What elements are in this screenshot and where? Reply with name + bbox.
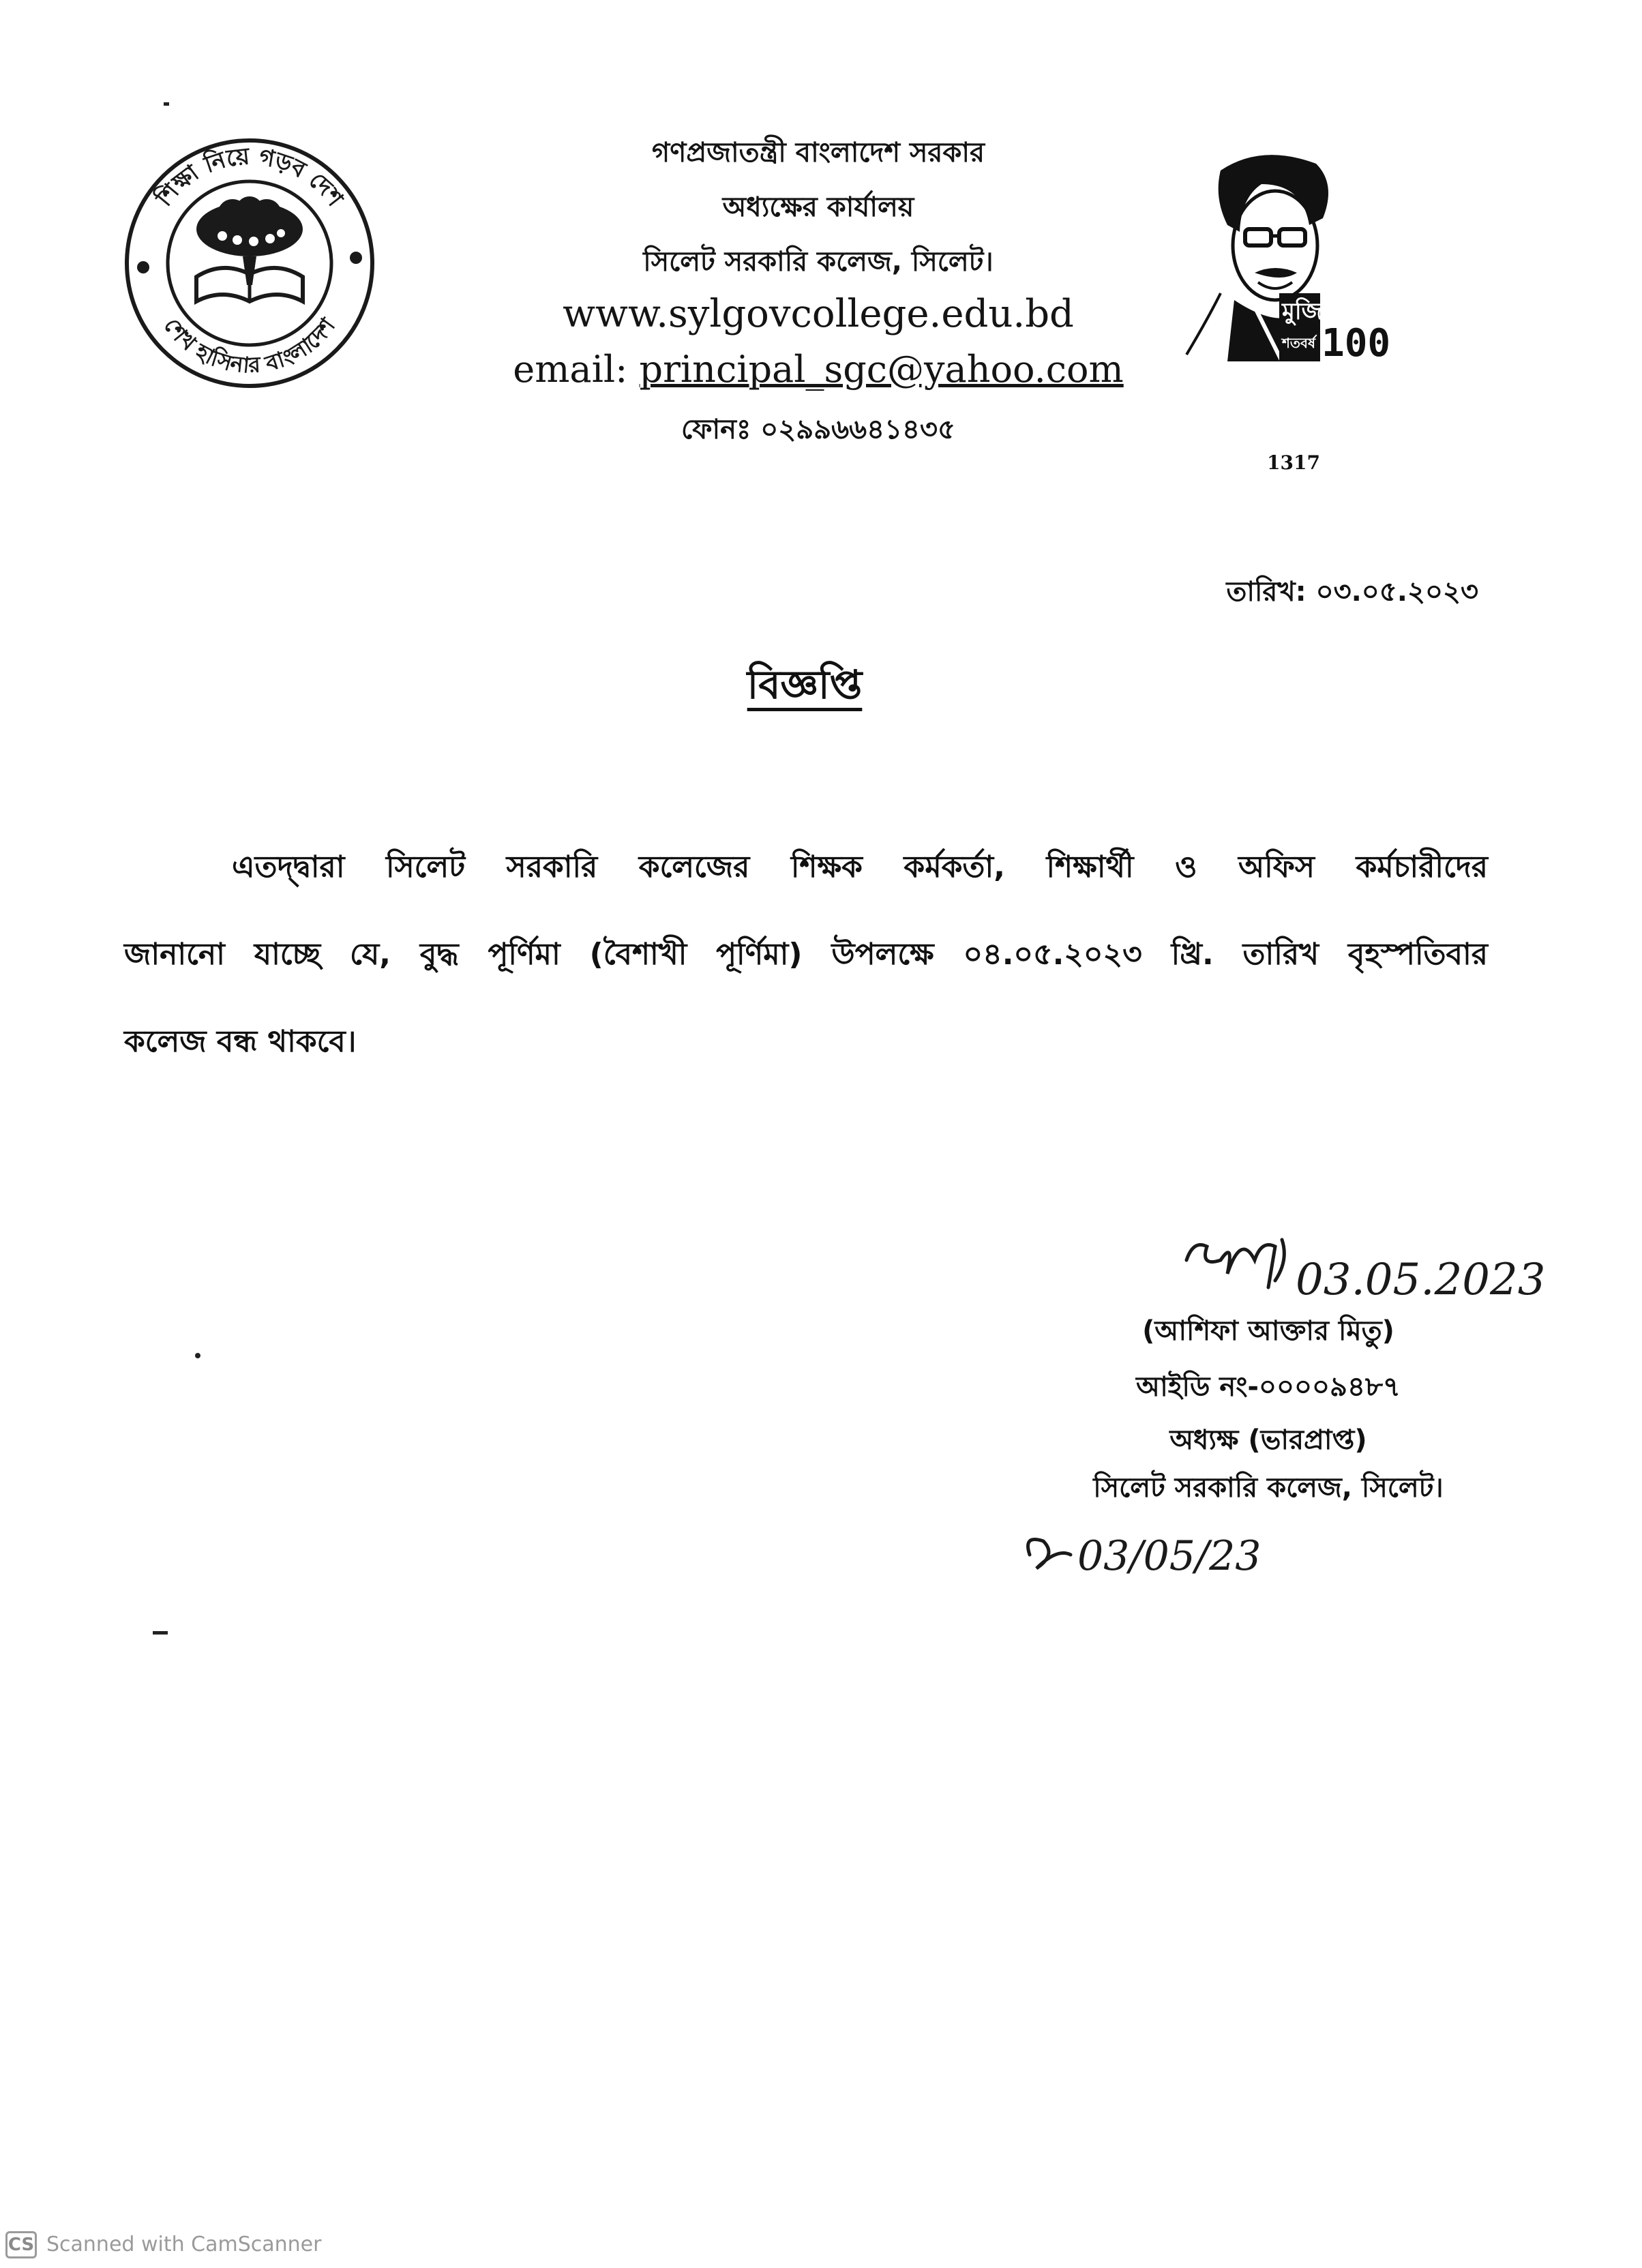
college-name: সিলেট সরকারি কলেজ, সিলেট। <box>643 246 994 278</box>
notice-title <box>0 655 1609 721</box>
email-line <box>436 348 1200 391</box>
handwritten-signature-icon <box>1180 1219 1548 1308</box>
notice-date: তারিখ: ০৩.০৫.২০২৩ <box>1226 576 1478 608</box>
office-name: অধ্যক্ষের কার্যালয় <box>722 192 914 223</box>
body-line-1: এতদ্দ্বারা সিলেট সরকারি কলেজের শিক্ষক কর্মকর্তা, শিক্ষার্থী ও অফিস কর্মচারীদের <box>232 850 1488 884</box>
notice-body <box>124 824 1488 1086</box>
college-emblem-icon <box>120 134 379 393</box>
memo-number: 1317 <box>1267 451 1320 474</box>
body-line-2: জানানো যাচ্ছে যে, বুদ্ধ পূর্ণিমা (বৈশাখী পূর্ণিমা) উপলক্ষে ০৪.০৫.২০২৩ খ্রি. তারিখ বৃহস্পতিবার <box>124 937 1488 972</box>
signatory-name: (আশিফা আক্তার মিতু) <box>1142 1315 1394 1347</box>
svg-text:03/05/23: 03/05/23 <box>1077 1532 1262 1580</box>
svg-text:100: 100 <box>1322 321 1391 365</box>
signatory-id: আইডি নং-০০০০৯৪৮৭ <box>1136 1371 1401 1403</box>
website-link[interactable]: www.sylgovcollege.edu.bd <box>563 292 1074 336</box>
camscanner-logo-icon: CS <box>5 2231 37 2258</box>
notice-title-text: বিজ্ঞপ্তি <box>747 661 863 708</box>
body-line-3: কলেজ বন্ধ থাকবে। <box>124 1024 357 1059</box>
signatory-college: সিলেট সরকারি কলেজ, সিলেট। <box>1093 1472 1444 1504</box>
emblem-motto-bottom: শেখ হাসিনার বাংলাদেশ <box>158 312 341 378</box>
svg-text:মুজিব: মুজিব <box>1282 298 1335 325</box>
email-address-link[interactable]: principal_sgc@yahoo.com <box>639 348 1124 391</box>
signatory-designation: অধ্যক্ষ (ভারপ্রাপ্ত) <box>1169 1424 1367 1456</box>
emblem-motto-top: শিক্ষা নিয়ে গড়ব দেশ <box>151 143 349 212</box>
svg-text:শতবর্ষ: শতবর্ষ <box>1282 335 1315 351</box>
handwritten-note-icon <box>1016 1507 1330 1596</box>
footer-watermark: Scanned with CamScanner <box>46 2233 322 2256</box>
mujib-centenary-portrait-icon <box>1180 143 1398 368</box>
government-name: গণপ্রজাতন্ত্রী বাংলাদেশ সরকার <box>652 137 985 168</box>
phone-number: ফোনঃ ০২৯৯৬৬৪১৪৩৫ <box>681 414 955 445</box>
email-label: email: <box>513 348 640 391</box>
svg-text:03.05.2023: 03.05.2023 <box>1296 1255 1546 1305</box>
